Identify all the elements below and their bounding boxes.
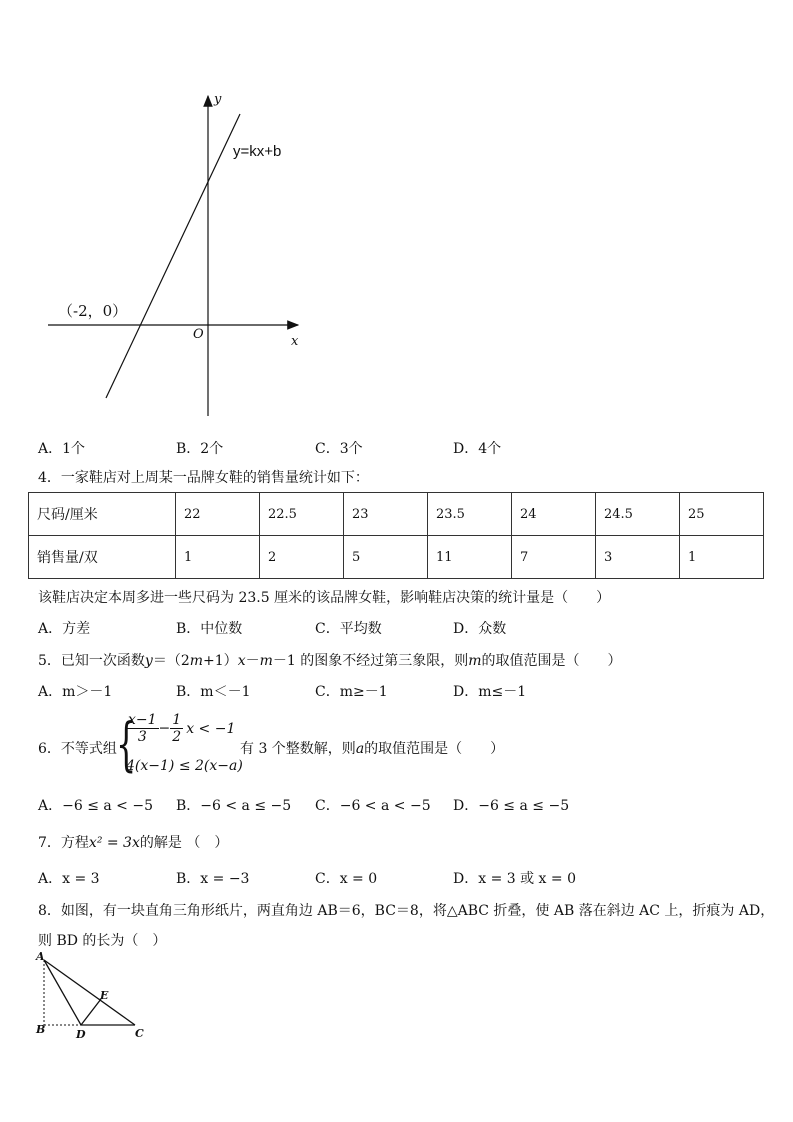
- q7-equation: x² = 3x: [88, 835, 140, 851]
- side-ac: [44, 960, 135, 1025]
- vertex-label-b: B: [36, 1023, 46, 1036]
- table-header-sales: 销售量/双: [29, 536, 176, 579]
- q8-stem-line1: 8．如图，有一块直角三角形纸片，两直角边 AB＝6，BC＝8，将△ABC 折叠，使 AB 落在斜边 AC 上，折痕为 AD，: [38, 903, 775, 919]
- fraction-denominator: 2: [172, 729, 182, 745]
- q5-func-var: y: [144, 653, 153, 669]
- table-cell: 23: [344, 493, 428, 536]
- table-cell: 1: [680, 536, 764, 579]
- fold-ad: [44, 960, 81, 1025]
- q3-option-c: C．3个: [315, 441, 363, 457]
- table-cell: 3: [596, 536, 680, 579]
- q5-stem-part: －: [245, 653, 260, 669]
- q6-stem-text: 有 3 个整数解，则: [240, 741, 356, 757]
- x-axis-label: x: [291, 334, 299, 349]
- q6-option-a: A．−6 ≤ a < −5: [38, 798, 153, 814]
- table-cell: 22.5: [260, 493, 344, 536]
- fraction-denominator: 3: [137, 729, 147, 745]
- q4-option-a: A．方差: [38, 621, 91, 637]
- inequality-tail: x < −1: [186, 720, 236, 737]
- table-row: [29, 493, 764, 536]
- q7-stem: [38, 832, 228, 852]
- q4-option-d: D．众数: [453, 621, 507, 637]
- segment-de: [81, 999, 101, 1025]
- q7-option-d: D．x = 3 或 x = 0: [453, 871, 576, 887]
- q4-option-c: C．平均数: [315, 621, 382, 637]
- fraction: [126, 712, 159, 745]
- vertex-label-d: D: [76, 1028, 86, 1041]
- table-cell: 24.5: [596, 493, 680, 536]
- q4-question: 该鞋店决定本周多进一些尺码为 23.5 厘米的该品牌女鞋，影响鞋店决策的统计量是（ ）: [38, 590, 611, 606]
- table-cell: 11: [428, 536, 512, 579]
- brace-symbol: {: [116, 710, 137, 778]
- q3-option-b: B．2个: [176, 441, 224, 457]
- q5-stem-suffix: 的取值范围是（ ）: [481, 653, 622, 669]
- q3-line-graph: [40, 88, 320, 423]
- q5-option-a: A．m＞－1: [38, 684, 113, 700]
- q7-option-b: B．x = −3: [176, 871, 250, 887]
- q4-stem: 4．一家鞋店对上周某一品牌女鞋的销售量统计如下：: [38, 470, 369, 486]
- q6-option-c: C．−6 < a < −5: [315, 798, 431, 814]
- table-cell: 5: [344, 536, 428, 579]
- q5-option-b: B．m＜－1: [176, 684, 251, 700]
- q3-option-d: D．4个: [453, 441, 502, 457]
- minus-sign: −: [158, 720, 171, 737]
- sales-table: [28, 492, 764, 579]
- table-cell: 24: [512, 493, 596, 536]
- q7-stem-suffix: 的解是 （ ）: [139, 835, 229, 851]
- point-label: （-2，0）: [58, 302, 128, 320]
- q5-option-d: D．m≤－1: [453, 684, 527, 700]
- line-equation-label: y=kx+b: [233, 143, 282, 160]
- y-axis-label: y: [214, 92, 222, 107]
- fraction-numerator: x−1: [128, 712, 157, 728]
- table-cell: 25: [680, 493, 764, 536]
- table-header-size: 尺码/厘米: [29, 493, 176, 536]
- q5-stem-part: +1）: [203, 653, 238, 669]
- q5-var-m: m: [189, 653, 204, 669]
- q8-stem-line2: 则 BD 的长为（ ）: [38, 933, 167, 949]
- q6-var-a: a: [355, 741, 365, 757]
- q5-var-m: m: [468, 653, 482, 669]
- q6-stem-text: 的取值范围是（ ）: [364, 741, 505, 757]
- q4-option-b: B．中位数: [176, 621, 243, 637]
- origin-label: O: [193, 327, 204, 342]
- table-cell: 23.5: [428, 493, 512, 536]
- fraction: [170, 712, 183, 745]
- table-cell: 22: [176, 493, 260, 536]
- vertex-label-c: C: [135, 1027, 144, 1040]
- q5-var-x: x: [237, 653, 246, 669]
- q6-option-b: B．−6 < a ≤ −5: [176, 798, 292, 814]
- q6-stem-suffix: [240, 738, 504, 758]
- q5-stem-part: ＝（2: [152, 653, 190, 669]
- q5-var-m: m: [259, 653, 273, 669]
- inequality-1: [126, 712, 235, 745]
- table-cell: 2: [260, 536, 344, 579]
- table-cell: 1: [176, 536, 260, 579]
- function-line: [106, 114, 240, 398]
- q7-option-a: A．x = 3: [38, 871, 100, 887]
- vertex-label-a: A: [36, 950, 45, 963]
- inequality-2: 4(x−1) ≤ 2(x−a): [126, 758, 243, 774]
- table-row: [29, 536, 764, 579]
- table-cell: 7: [512, 536, 596, 579]
- q3-option-a: A．1个: [38, 441, 86, 457]
- q6-option-d: D．−6 ≤ a ≤ −5: [453, 798, 570, 814]
- q5-stem-part: －1 的图象不经过第三象限，则: [272, 653, 469, 669]
- q6-stem-prefix: 6．不等式组: [38, 741, 117, 757]
- q5-option-c: C．m≥－1: [315, 684, 388, 700]
- q5-stem-prefix: 5．已知一次函数: [38, 653, 145, 669]
- fraction-numerator: 1: [172, 712, 182, 728]
- q7-option-c: C．x = 0: [315, 871, 378, 887]
- vertex-label-e: E: [100, 989, 109, 1002]
- q5-stem: [38, 650, 622, 670]
- q7-stem-prefix: 7．方程: [38, 835, 89, 851]
